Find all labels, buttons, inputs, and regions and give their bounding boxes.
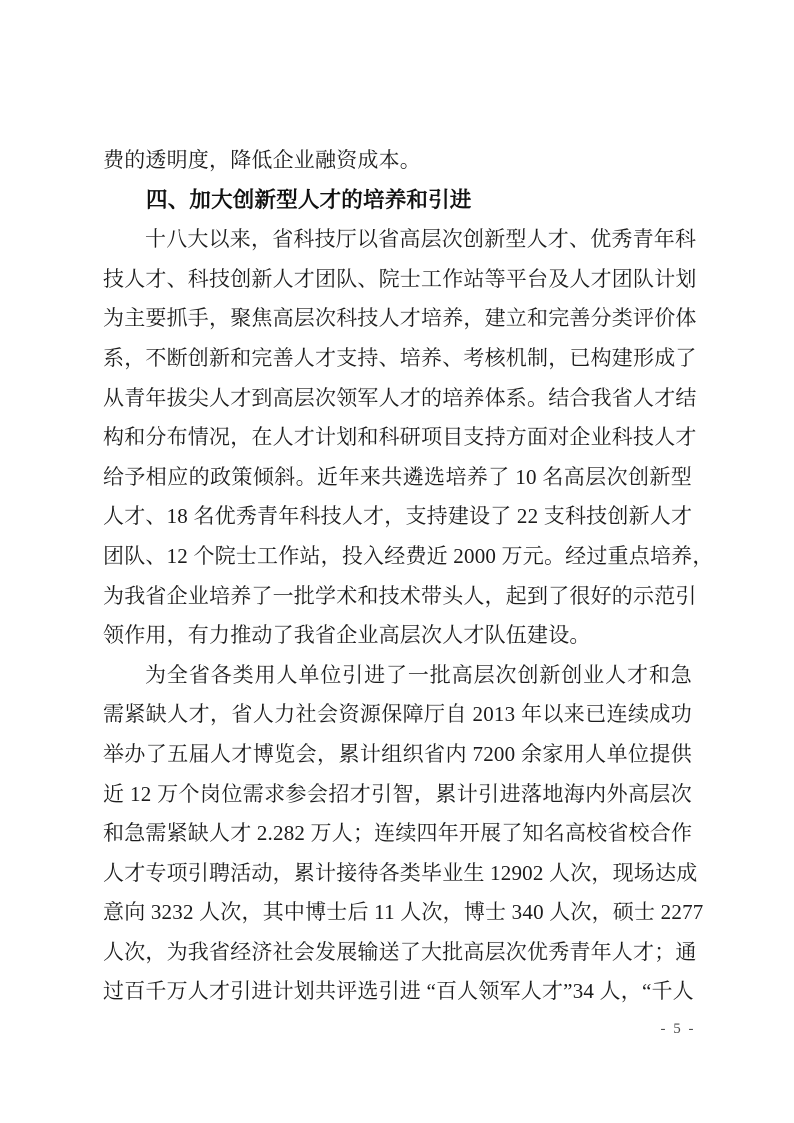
section-heading: 四、加大创新型人才的培养和引进 <box>146 187 472 212</box>
text-line: 系，不断创新和完善人才支持、培养、考核机制，已构建形成了 <box>103 345 697 370</box>
text-line: 举办了五届人才博览会，累计组织省内 7200 余家用人单位提供 <box>103 741 692 766</box>
text-line: 技人才、科技创新人才团队、院士工作站等平台及人才团队计划 <box>103 266 697 291</box>
text-line: 团队、12 个院士工作站，投入经费近 2000 万元。经过重点培养， <box>103 543 714 568</box>
paragraph-continuation-line: 费的透明度，降低企业融资成本。 <box>103 148 421 172</box>
text-line: 意向 3232 人次，其中博士后 11 人次，博士 340 人次，硕士 2277 <box>103 900 704 925</box>
text-line: 人才专项引聘活动，累计接待各类毕业生 12902 人次，现场达成 <box>103 860 698 885</box>
text-line: 为主要抓手，聚焦高层次科技人才培养，建立和完善分类评价体 <box>103 306 697 331</box>
text-block <box>103 141 714 1012</box>
text-line: 领作用，有力推动了我省企业高层次人才队伍建设。 <box>103 623 591 648</box>
text-line: 过百千万人才引进计划共评选引进 “百人领军人才”34 人，“千人 <box>103 979 694 1004</box>
text-line: 近 12 万个岗位需求参会招才引智，累计引进落地海内外高层次 <box>103 781 692 806</box>
text-line: 为全省各类用人单位引进了一批高层次创新创业人才和急 <box>145 662 692 687</box>
text-line: 构和分布情况，在人才计划和科研项目支持方面对企业科技人才 <box>103 425 697 450</box>
text-line: 人次，为我省经济社会发展输送了大批高层次优秀青年人才；通 <box>103 939 697 964</box>
paragraph-talent-cultivation <box>103 220 714 656</box>
text-line: 和急需紧缺人才 2.282 万人；连续四年开展了知名高校省校合作 <box>103 821 693 846</box>
page-number: - 5 - <box>660 1021 696 1037</box>
text-line: 十八大以来，省科技厅以省高层次创新型人才、优秀青年科 <box>145 227 697 252</box>
text-line: 需紧缺人才，省人力社会资源保障厅自 2013 年以来已连续成功 <box>103 702 692 727</box>
text-line: 为我省企业培养了一批学术和技术带头人，起到了很好的示范引 <box>103 583 697 608</box>
text-line: 人才、18 名优秀青年科技人才，支持建设了 22 支科技创新人才 <box>103 504 693 529</box>
paragraph-talent-introduction <box>103 656 704 1012</box>
text-line: 从青年拔尖人才到高层次领军人才的培养体系。结合我省人才结 <box>103 385 697 410</box>
text-line: 给予相应的政策倾斜。近年来共遴选培养了 10 名高层次创新型 <box>103 464 692 489</box>
